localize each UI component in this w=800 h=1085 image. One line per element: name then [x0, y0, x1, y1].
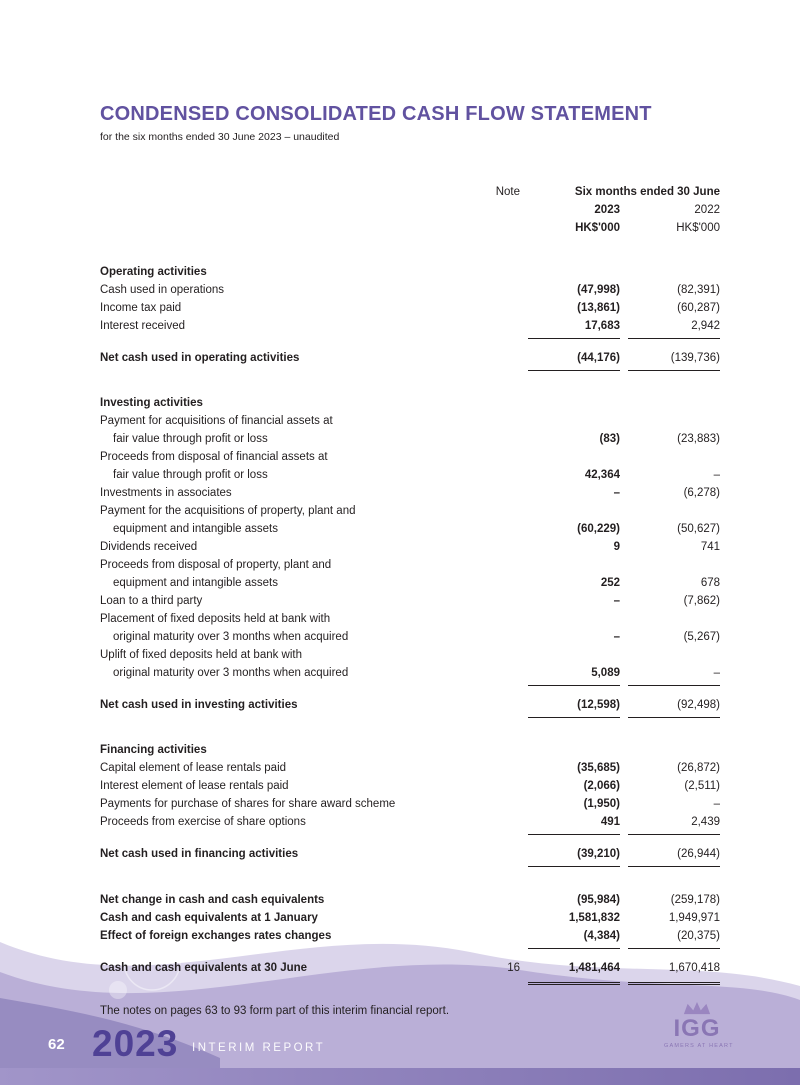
- footer-year: 2023: [92, 1023, 179, 1064]
- table-row: [100, 891, 720, 909]
- table-row: [100, 927, 720, 945]
- table-row: [100, 556, 720, 592]
- value-2022: –: [713, 469, 720, 481]
- value-2023: (47,998): [577, 284, 620, 296]
- header-row-units: [100, 219, 720, 237]
- row-label: Loan to a third party: [100, 595, 203, 607]
- value-2022: (139,736): [628, 349, 720, 367]
- value-2023: 491: [528, 813, 620, 831]
- value-2022: –: [628, 664, 720, 682]
- table-row: [100, 263, 720, 281]
- value-2022: 2,942: [628, 317, 720, 335]
- table-row: [100, 795, 720, 813]
- value-2023: –: [613, 487, 620, 499]
- row-label: Payment for the acquisitions of property, plant and equipment and intangible assets: [100, 505, 356, 535]
- row-label: Proceeds from disposal of property, plant and equipment and intangible assets: [100, 559, 332, 589]
- value-2023: (44,176): [528, 349, 620, 367]
- spacer-row: [100, 682, 720, 696]
- value-2022: (259,178): [670, 894, 720, 906]
- table-row: [100, 299, 720, 317]
- page-subtitle: for the six months ended 30 June 2023 – unaudited: [100, 131, 340, 143]
- row-label: Dividends received: [100, 541, 198, 553]
- value-2022: 1,949,971: [668, 912, 720, 924]
- value-2023: 9: [613, 541, 620, 553]
- value-2022: (26,872): [677, 762, 720, 774]
- value-2022: (6,278): [683, 487, 720, 499]
- table-row: [100, 484, 720, 502]
- note-column-header: Note: [495, 186, 520, 198]
- value-2022: (5,267): [683, 631, 720, 643]
- table-row: [100, 909, 720, 927]
- value-2023: (13,861): [577, 302, 620, 314]
- value-2023: (35,685): [577, 762, 620, 774]
- spacer-row: [100, 714, 720, 728]
- table-row: [100, 394, 720, 412]
- row-label: Payments for purchase of shares for share award scheme: [100, 798, 396, 810]
- unit-2022-header: HK$'000: [676, 222, 720, 234]
- table-row: [100, 281, 720, 299]
- row-label: Capital element of lease rentals paid: [100, 762, 287, 774]
- table-row: [100, 349, 720, 367]
- value-2023: (4,384): [528, 927, 620, 945]
- footer-report-label: INTERIM REPORT: [192, 1042, 326, 1054]
- value-2022: –: [713, 798, 720, 810]
- page-number: 62: [48, 1036, 65, 1053]
- table-row: [100, 610, 720, 646]
- value-2023: –: [613, 631, 620, 643]
- value-2022: (26,944): [628, 845, 720, 863]
- period-header: Six months ended 30 June: [574, 186, 720, 198]
- value-2022: (23,883): [677, 433, 720, 445]
- row-label: Proceeds from exercise of share options: [100, 816, 306, 828]
- value-2023: 1,581,832: [568, 912, 620, 924]
- value-2022: 741: [700, 541, 720, 553]
- unit-2023-header: HK$'000: [575, 222, 620, 234]
- value-2023: 5,089: [528, 664, 620, 682]
- row-label: Interest received: [100, 320, 186, 332]
- row-label: Cash and cash equivalents at 30 June: [100, 962, 308, 974]
- row-label: Net change in cash and cash equivalents: [100, 894, 325, 906]
- header-row-period: [100, 183, 720, 201]
- value-2023: (39,210): [528, 845, 620, 863]
- row-label: Income tax paid: [100, 302, 182, 314]
- year-2022-header: 2022: [694, 204, 720, 216]
- row-label: Placement of fixed deposits held at bank with original maturity over 3 months when acquired: [100, 613, 349, 643]
- table-row: [100, 759, 720, 777]
- table-row: [100, 959, 720, 977]
- row-note: 16: [507, 962, 520, 974]
- table-row: [100, 317, 720, 335]
- value-2023: (95,984): [577, 894, 620, 906]
- value-2022: 678: [700, 577, 720, 589]
- value-2022: 1,670,418: [628, 959, 720, 977]
- value-2022: (7,862): [683, 595, 720, 607]
- row-label: Net cash used in financing activities: [100, 848, 299, 860]
- logo-text: IGG: [673, 1015, 721, 1042]
- value-2022: (50,627): [677, 523, 720, 535]
- row-label: Cash used in operations: [100, 284, 225, 296]
- table-row: [100, 777, 720, 795]
- value-2023: (60,229): [577, 523, 620, 535]
- value-2022: (2,511): [684, 780, 720, 792]
- row-label: Interest element of lease rentals paid: [100, 780, 289, 792]
- value-2023: (83): [599, 433, 620, 445]
- table-row: [100, 448, 720, 484]
- value-2023: 17,683: [528, 317, 620, 335]
- value-2023: (12,598): [528, 696, 620, 714]
- spacer-row: [100, 945, 720, 959]
- cash-flow-statement-table: [100, 183, 720, 977]
- row-label: Financing activities: [100, 744, 207, 756]
- table-row: [100, 813, 720, 831]
- table-row: [100, 592, 720, 610]
- value-2022: (92,498): [628, 696, 720, 714]
- header-row-years: [100, 201, 720, 219]
- value-2022: (20,375): [628, 927, 720, 945]
- content-area: [100, 0, 720, 1017]
- row-label: Effect of foreign exchanges rates changes: [100, 930, 332, 942]
- spacer-row: [100, 335, 720, 349]
- value-2023: 252: [600, 577, 620, 589]
- table-row: [100, 696, 720, 714]
- table-header: [100, 183, 720, 237]
- row-label: Investing activities: [100, 397, 203, 409]
- value-2022: (60,287): [677, 302, 720, 314]
- value-2022: (82,391): [677, 284, 720, 296]
- footnote: The notes on pages 63 to 93 form part of this interim financial report.: [100, 1005, 450, 1017]
- value-2023: –: [613, 595, 620, 607]
- table-row: [100, 538, 720, 556]
- row-label: Net cash used in investing activities: [100, 699, 298, 711]
- row-label: Proceeds from disposal of financial assets at fair value through profit or loss: [100, 451, 328, 481]
- row-label: Investments in associates: [100, 487, 232, 499]
- table-row: [100, 845, 720, 863]
- logo-tagline: GAMERS AT HEART: [664, 1043, 734, 1049]
- year-2023-header: 2023: [594, 204, 620, 216]
- row-label: Payment for acquisitions of financial assets at fair value through profit or loss: [100, 415, 333, 445]
- value-2023: 1,481,464: [528, 959, 620, 977]
- page-title: CONDENSED CONSOLIDATED CASH FLOW STATEMENT: [100, 103, 652, 125]
- spacer-row: [100, 367, 720, 381]
- value-2023: (1,950): [583, 798, 620, 810]
- table-row: [100, 646, 720, 682]
- table-row: [100, 502, 720, 538]
- value-2022: 2,439: [628, 813, 720, 831]
- row-label: Net cash used in operating activities: [100, 352, 300, 364]
- spacer-row: [100, 877, 720, 891]
- value-2023: 42,364: [584, 469, 620, 481]
- spacer-row: [100, 863, 720, 877]
- row-label: Uplift of fixed deposits held at bank with original maturity over 3 months when acquired: [100, 649, 349, 679]
- value-2023: (2,066): [583, 780, 620, 792]
- table-row: [100, 741, 720, 759]
- statement-rows: [100, 263, 720, 977]
- spacer-row: [100, 831, 720, 845]
- row-label: Cash and cash equivalents at 1 January: [100, 912, 318, 924]
- table-row: [100, 412, 720, 448]
- row-label: Operating activities: [100, 266, 207, 278]
